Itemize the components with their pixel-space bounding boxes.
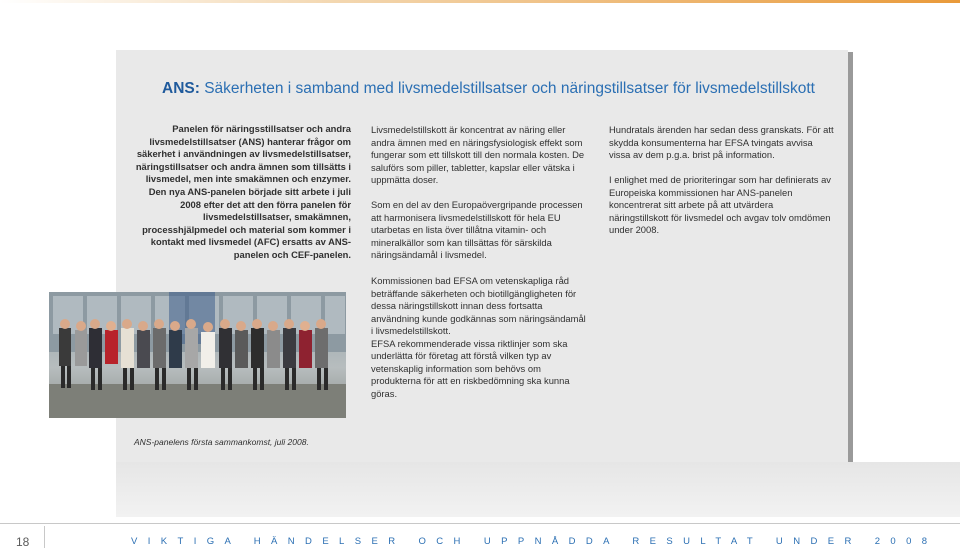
column-2-bottom [371, 275, 586, 413]
intro-rest: Den nya ANS-panelen började sitt arbete i juli 2008 efter det att den förra panelen för livsmedelstillsatser, smakämnen, processhjälpmedel och material som kommer i kontakt med livsmedel (AFC) ersatts av ANS-panelen och CEF-panelen. [142, 185, 351, 260]
running-title: VIKTIGA HÄNDELSER OCH UPPNÅDDA RESULTAT UNDER 2008 [131, 536, 938, 547]
footer-rule [0, 523, 960, 524]
col2-paragraph-1: Livsmedelstillskott är koncentrat av näring eller andra ämnen med en näringsfysiologisk effekt som fungerar som ett tillskott till den normala kosten. De saluförs som piller, tabletter, kapslar eller vätska i uppmätta doser. [371, 124, 585, 185]
title-prefix: ANS: [162, 80, 200, 97]
intro-paragraph [132, 123, 351, 262]
col3-paragraph-1: Hundratals ärenden har sedan dess granskats. För att skydda konsumenterna har EFSA tvingats avvisa vissa av dem p.g.a. brist på information. [609, 124, 834, 160]
footer-divider [44, 526, 45, 548]
panel-fade [116, 462, 960, 517]
top-accent-rule [0, 0, 960, 3]
group-photo-illustration [49, 292, 346, 418]
column-2-top [371, 124, 586, 274]
title-text: Säkerheten i samband med livsmedelstillsatser och näringstillsatser för livsmedelstillskott [199, 80, 815, 97]
page-title [162, 80, 842, 98]
photo-caption: ANS-panelens första sammankomst, juli 2008. [134, 437, 309, 447]
col2-paragraph-4: EFSA rekommenderade vissa riktlinjer som ska underlätta för företag att förstå vilken typ av vetenskaplig information som behövs om produkterna för att en riskbedömning ska kunna göras. [371, 337, 570, 399]
page-number: 18 [16, 535, 30, 549]
col2-paragraph-3: Kommissionen bad EFSA om vetenskapliga råd beträffande säkerheten och biotillgängligheten för dessa näringstillskott innan dess fortsatta användning kunde godkännas som näringsändamål i livsmedelstillskott. [371, 275, 586, 336]
col2-paragraph-2: Som en del av den Europaövergripande processen att harmonisera livsmedelstillskott för hela EU utarbetas en lista över tillåtna vitamin- och mineralkällor som kan tillsättas för särskilda näringsändamål i livsmedel. [371, 199, 583, 260]
col3-paragraph-2: I enlighet med de prioriteringar som har definierats av Europeiska kommissionen har ANS-panelen koncentrerat sitt arbete på att utvärdera näringstillskott för livsmedel och avgav tolv omdömen under 2008. [609, 174, 831, 235]
intro-lead: Panelen för näringsstillsatser och andra livsmedelstillsatser (ANS) hanterar frågor om säkerhet i användningen av livsmedelstillsatser, näringstillsatser och andra ämnen som tillsätts i livsmedel, men inte smakämnen och enzymer. [135, 123, 351, 185]
group-photo [49, 292, 346, 418]
column-3 [609, 124, 834, 249]
